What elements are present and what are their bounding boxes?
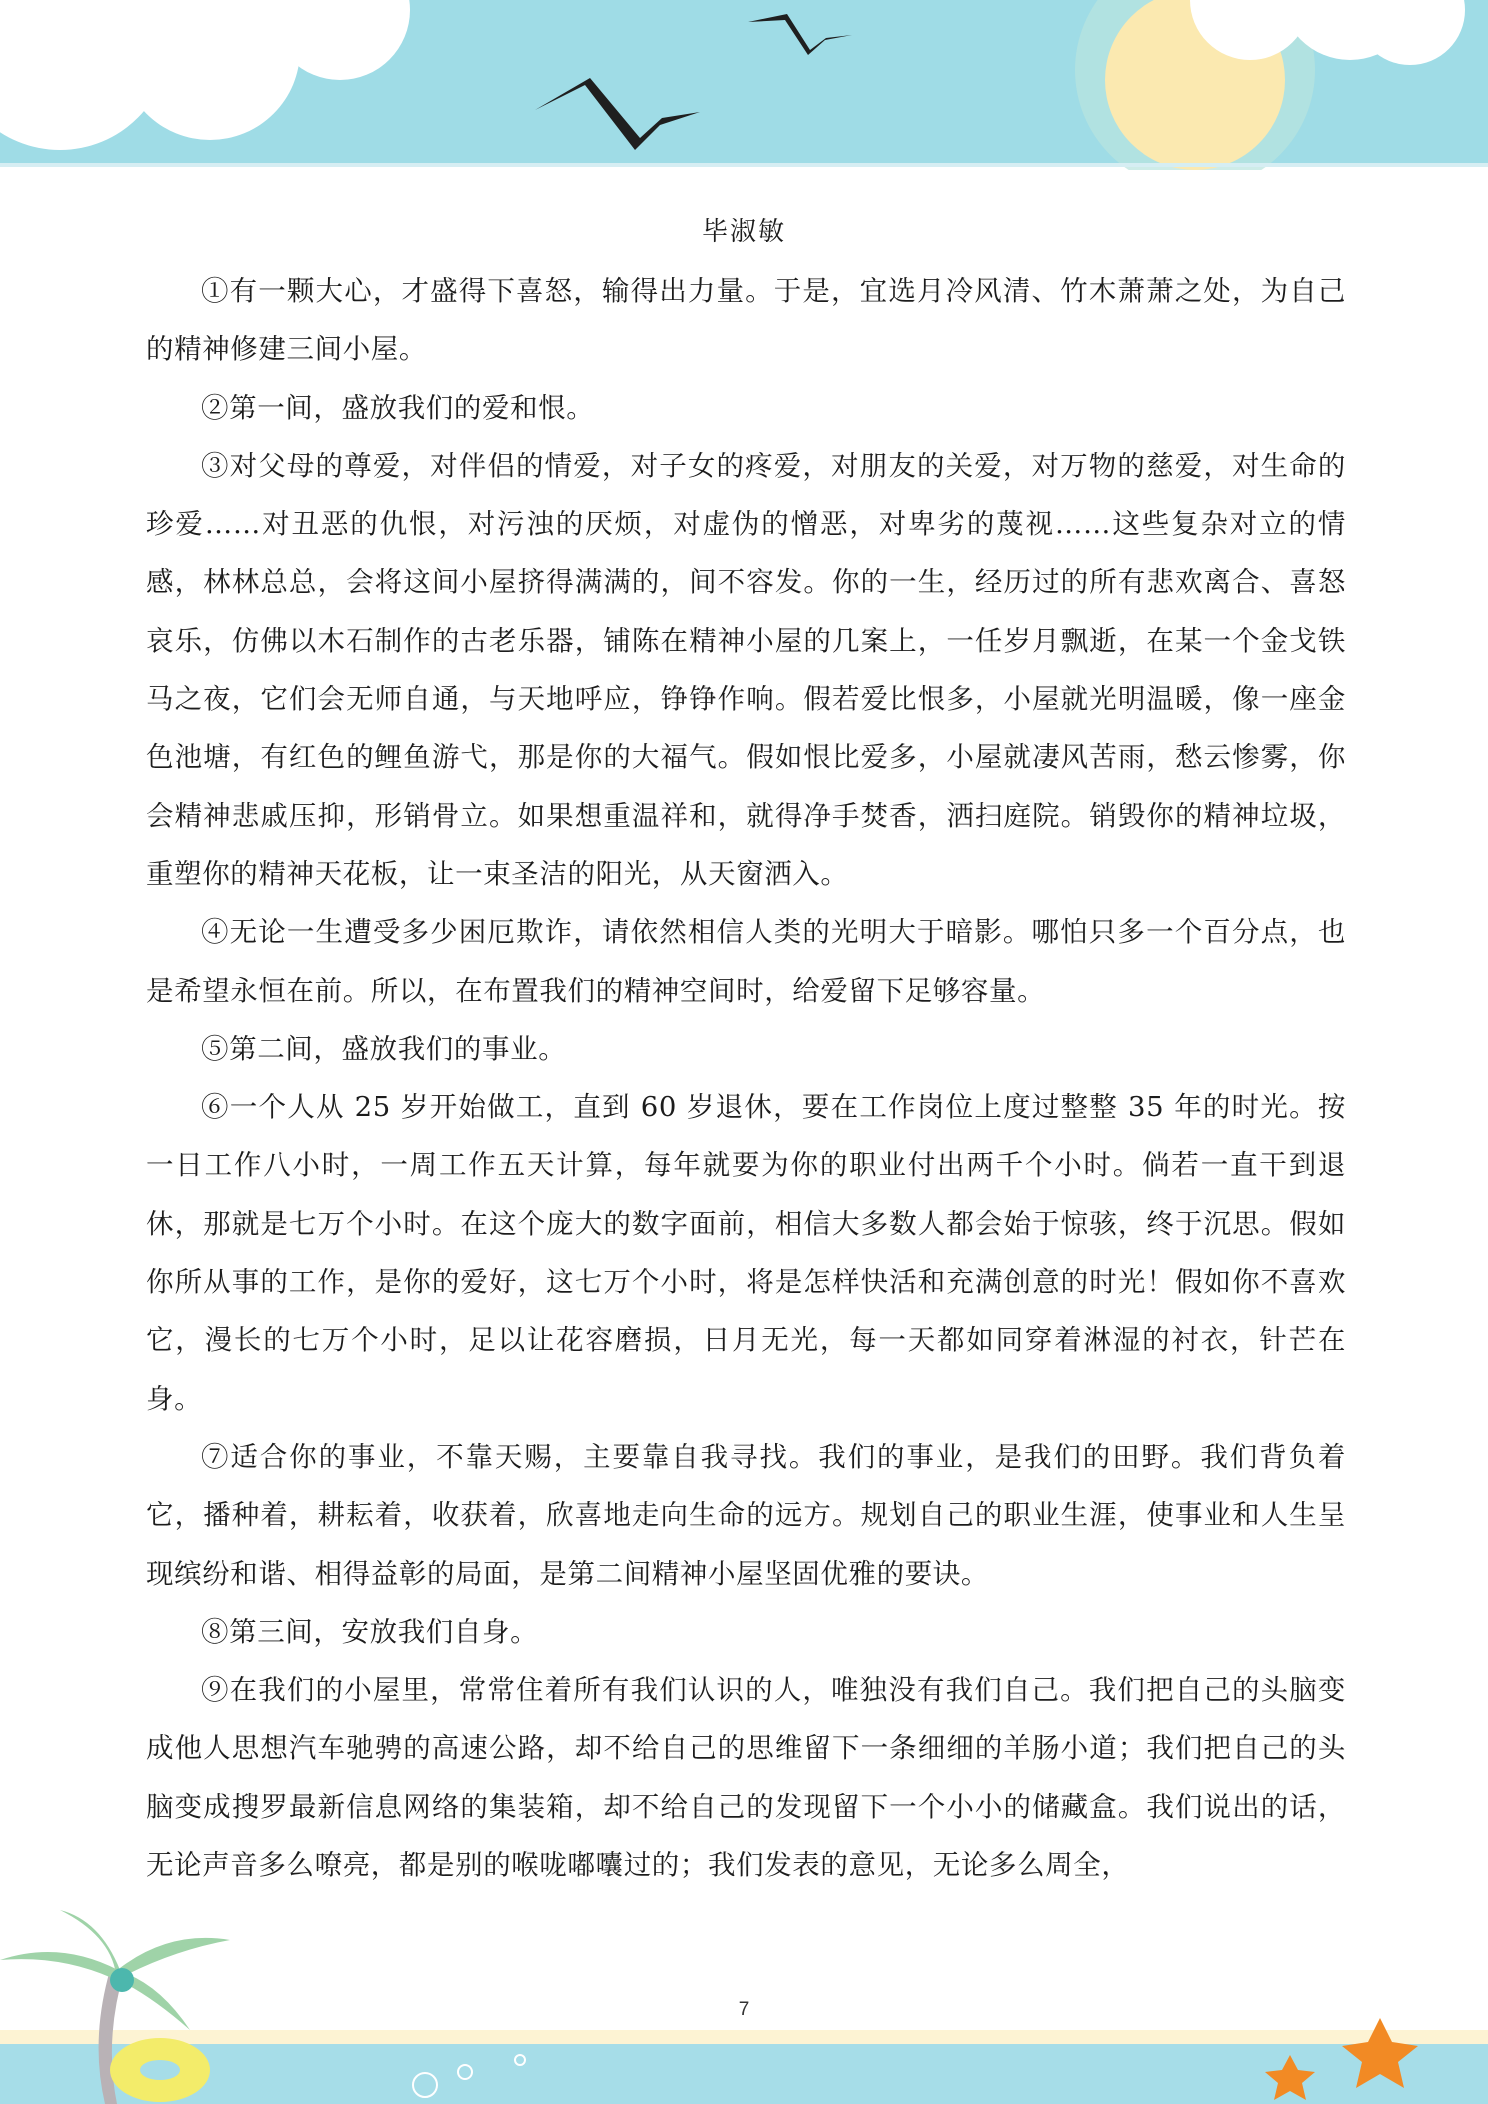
paragraph-3: ③对父母的尊爱，对伴侣的情爱，对子女的疼爱，对朋友的关爱，对万物的慈爱，对生命的珍爱……对丑恶的仇恨，对污浊的厌烦，对虚伪的憎恶，对卑劣的蔑视……这些复杂对立的情感，林林总总，会将这间小屋挤得满满的，间不容发。你的一生，经历过的所有悲欢离合、喜怒哀乐，仿佛以木石制作的古老乐器，铺陈在精神小屋的几案上，一任岁月飘逝，在某一个金戈铁马之夜，它们会无师自通，与天地呼应，铮铮作响。假若爱比恨多，小屋就光明温暖，像一座金色池塘，有红色的鲤鱼游弋，那是你的大福气。假如恨比爱多，小屋就凄风苦雨，愁云惨雾，你会精神悲戚压抑，形销骨立。如果想重温祥和，就得净手焚香，洒扫庭院。销毁你的精神垃圾，重塑你的精神天花板，让一束圣洁的阳光，从天窗洒入。: [146, 449, 1346, 890]
article-body: [146, 262, 1346, 1894]
paragraph-6: ⑥一个人从 25 岁开始做工，直到 60 岁退休，要在工作岗位上度过整整 35 年的时光。按一日工作八小时，一周工作五天计算，每年就要为你的职业付出两千个小时。倘若一直干到退休，那就是七万个小时。在这个庞大的数字面前，相信大多数人都会始于惊骇，终于沉思。假如你所从事的工作，是你的爱好，这七万个小时，将是怎样快活和充满创意的时光！假如你不喜欢它，漫长的七万个小时，足以让花容磨损，日月无光，每一天都如同穿着淋湿的衬衣，针芒在身。: [146, 1091, 1346, 1415]
paragraph-1: ①有一颗大心，才盛得下喜怒，输得出力量。于是，宜选月冷风清、竹木萧萧之处，为自己的精神修建三间小屋。: [146, 275, 1346, 366]
header-sky-illustration: [0, 0, 1488, 170]
paragraph-7: ⑦适合你的事业，不靠天赐，主要靠自我寻找。我们的事业，是我们的田野。我们背负着它，播种着，耕耘着，收获着，欣喜地走向生命的远方。规划自己的职业生涯，使事业和人生呈现缤纷和谐、相得益彰的局面，是第二间精神小屋坚固优雅的要诀。: [146, 1440, 1346, 1590]
sea-band: [0, 2044, 1488, 2104]
paragraph-4: ④无论一生遭受多少困厄欺诈，请依然相信人类的光明大于暗影。哪怕只多一个百分点，也是希望永恒在前。所以，在布置我们的精神空间时，给爱留下足够容量。: [146, 916, 1346, 1007]
paragraph-9: ⑨在我们的小屋里，常常住着所有我们认识的人，唯独没有我们自己。我们把自己的头脑变成他人思想汽车驰骋的高速公路，却不给自己的思维留下一条细细的羊肠小道；我们把自己的头脑变成搜罗最新信息网络的集装箱，却不给自己的发现留下一个小小的储藏盒。我们说出的话，无论声音多么嘹亮，都是别的喉咙嘟囔过的；我们发表的意见，无论多么周全，: [146, 1674, 1346, 1882]
cloud-right-icon: [1190, 0, 1465, 65]
paragraph-5: ⑤第二间，盛放我们的事业。: [201, 1032, 567, 1065]
paragraph-2: ②第一间，盛放我们的爱和恨。: [201, 391, 595, 424]
footer-beach-illustration: [0, 1900, 1488, 2104]
author-name: 毕淑敏: [701, 217, 786, 247]
header-edge: [0, 163, 1488, 167]
paragraph-8: ⑧第三间，安放我们自身。: [201, 1615, 539, 1648]
coconut-icon: [110, 1968, 134, 1992]
page-number: 7: [738, 1999, 750, 2020]
sand-strip: [0, 2030, 1488, 2044]
